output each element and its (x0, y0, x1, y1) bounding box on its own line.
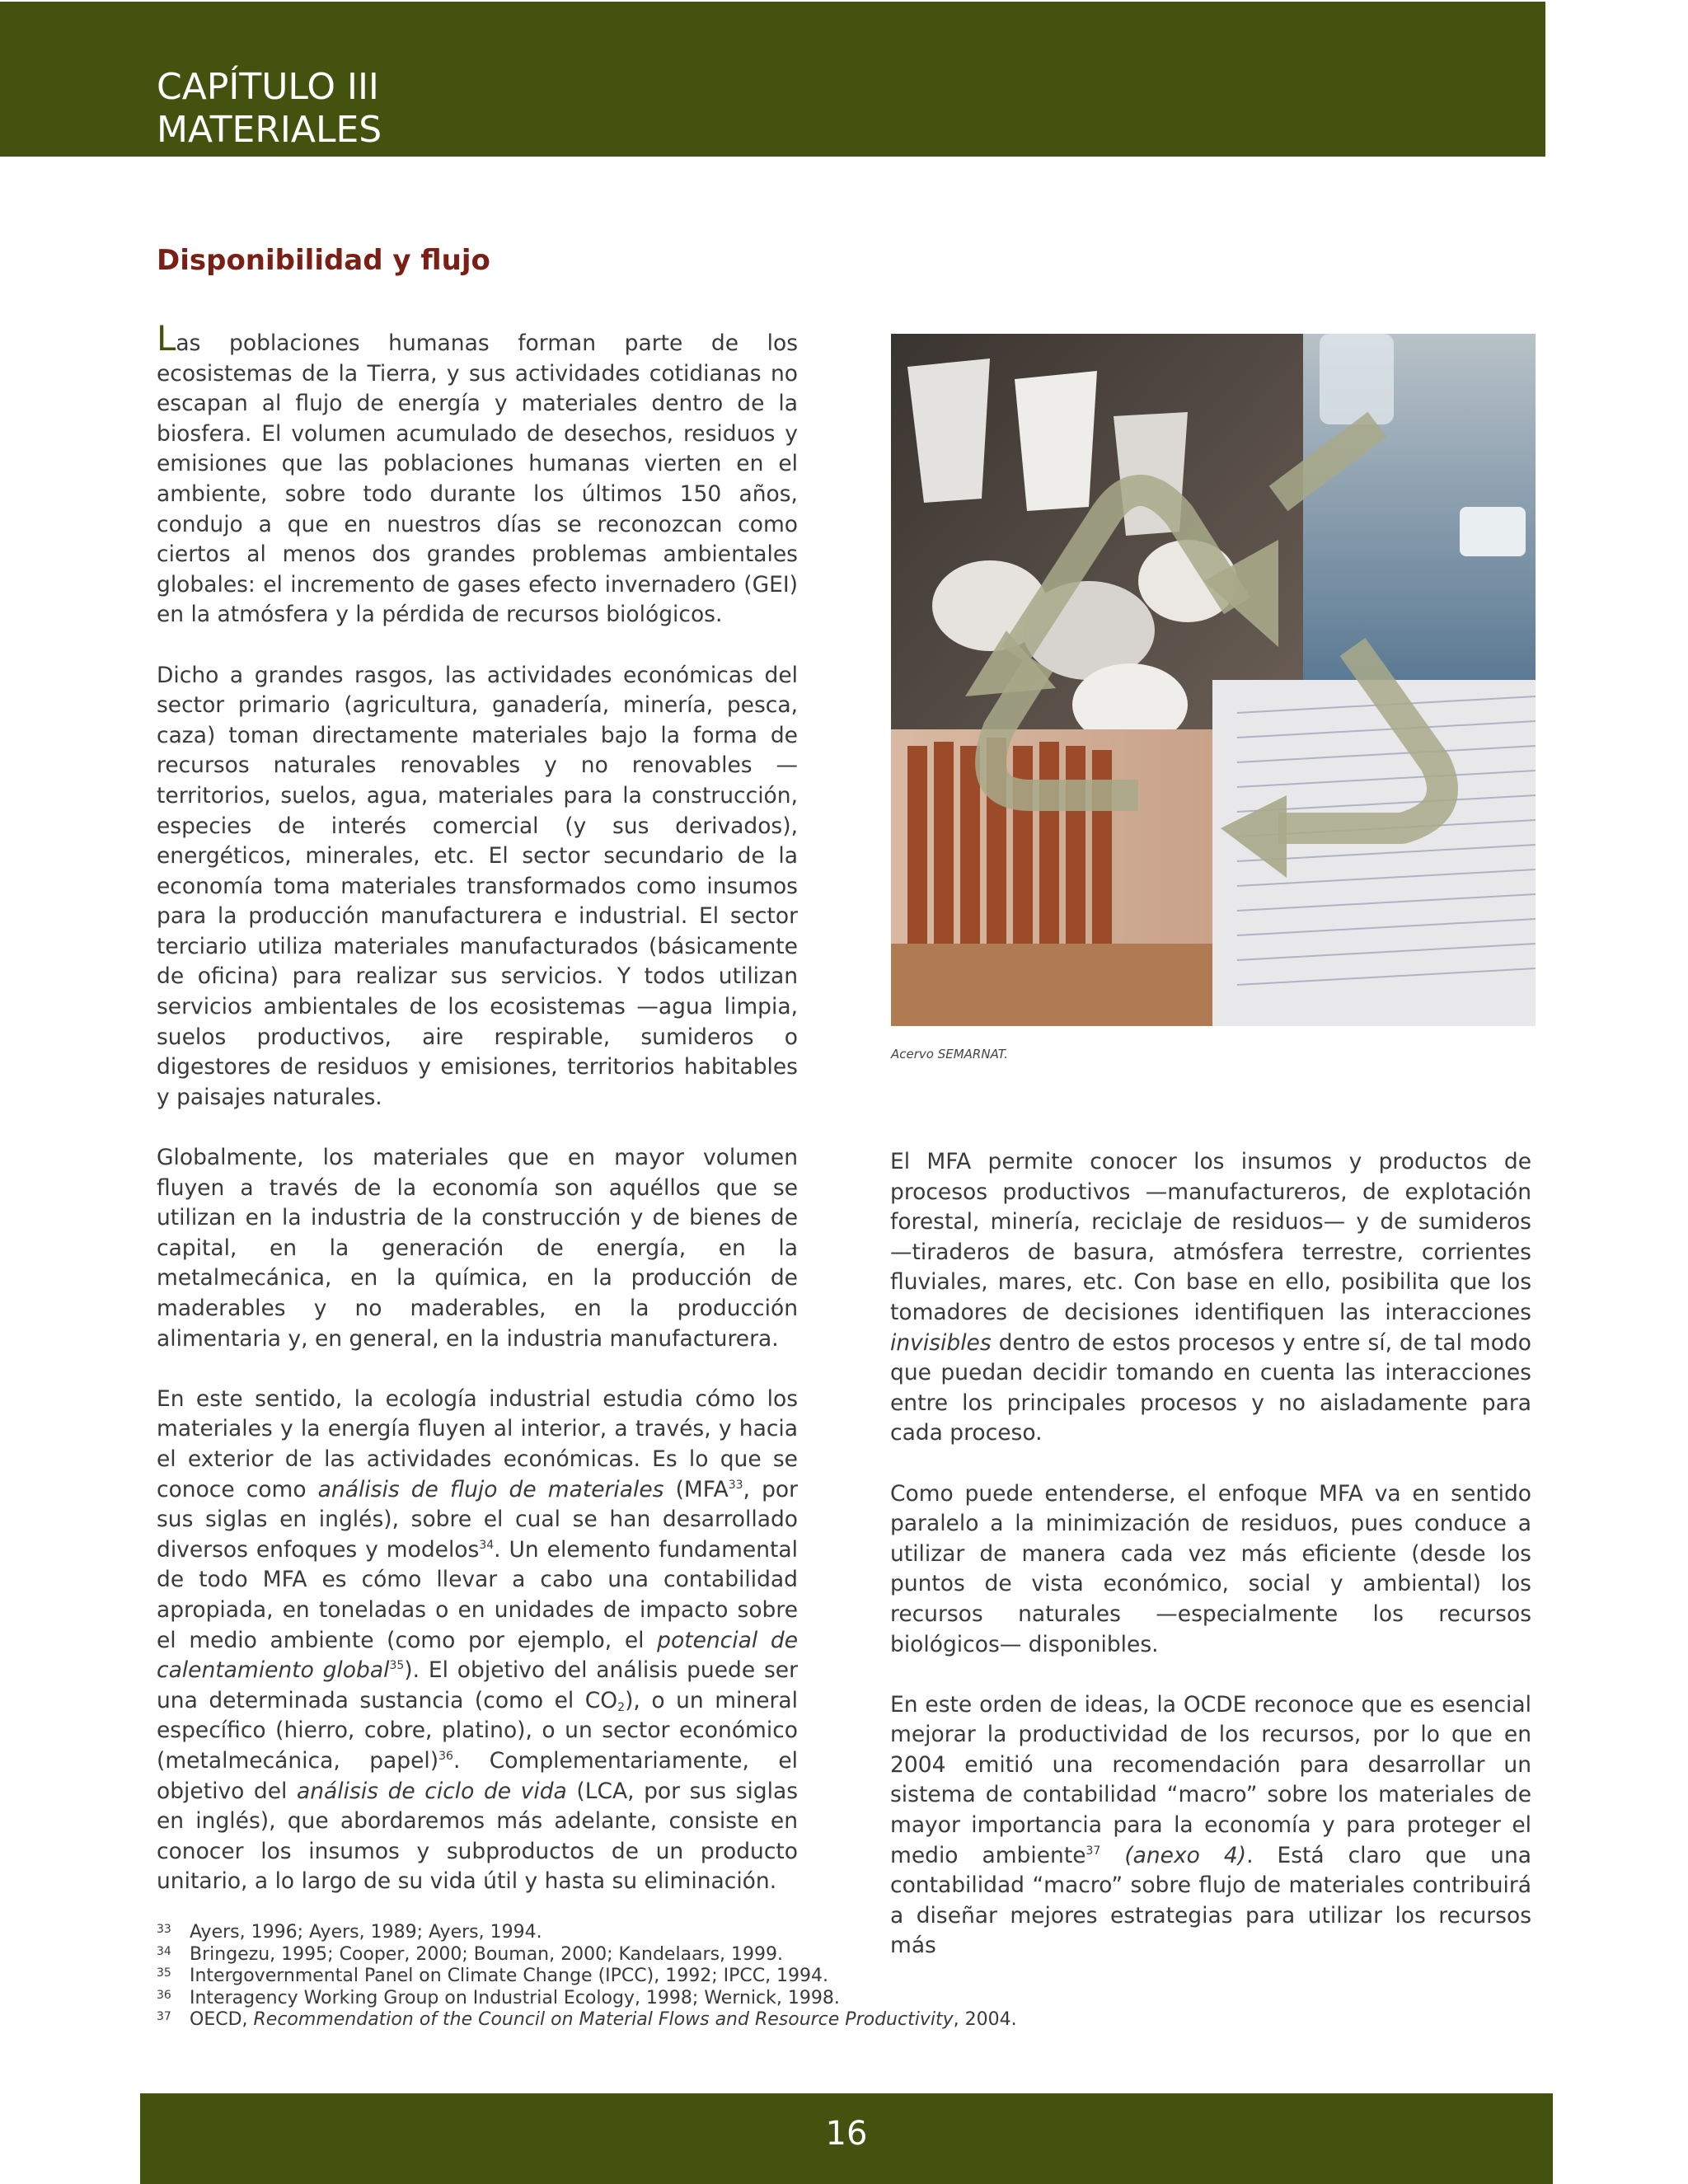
footnote-number: 36 (157, 1988, 171, 2002)
footnote-number: 33 (157, 1923, 171, 1936)
paragraph-text: ), o un mineral específico (hierro, cobre, platino), o un sector económico (metalmecánica, papel) (157, 1687, 799, 1774)
paragraph-text: En este sentido, la ecología industrial estudia cómo los materiales y la energía fluyen al interior, a través, y hacia el exterior de las actividades económicas. Es lo que se conoce como (157, 1385, 798, 1502)
paragraph: Globalmente, los materiales que en mayor volumen fluyen a través de la economía son aquéllos que se utilizan en la industria de la construcción y de bienes de capital, en la generación de energía, en la metalmecánica, en la química, en la producción de maderables y no maderables, en la producción alimentaria y, en general, en la industria manufacturera. (157, 1145, 798, 1352)
paragraph-text: En este orden de ideas, la OCDE reconoce que es esencial mejorar la productividad de los recursos, por lo que en 2004 emitió una recomendación para desarrollar un sistema de contabilidad “macro” sobre los materiales de mayor importancia para la economía y para proteger el medio ambiente (890, 1691, 1531, 1868)
footnote (157, 1944, 1311, 1966)
chapter-header-band (0, 2, 1545, 157)
footnote-text: Ayers, 1996; Ayers, 1989; Ayers, 1994. (190, 1922, 542, 1943)
paragraph: Como puede entenderse, el enfoque MFA va en sentido paralelo a la minimización de residuos, pues conduce a utilizar de manera cada vez más eficiente (desde los puntos de vista económico, social y ambiental) los recursos naturales —especialmente los recursos biológicos— disponibles. (890, 1480, 1531, 1657)
emphasis-text: análisis de ciclo de vida (297, 1778, 567, 1804)
paragraph-text: (LCA, por sus siglas en inglés), que abordaremos más adelante, consiste en conocer los insumos y subproductos de un producto unitario, a lo largo de su vida útil y hasta su eliminación. (157, 1778, 798, 1895)
paragraph-text: . Complementariamente, el objetivo del (157, 1747, 799, 1804)
paragraph-text: dentro de estos procesos y entre sí, de tal modo que puedan decidir tomando en cuenta las interacciones entre los principales procesos y no aisladamente para cada proceso. (890, 1329, 1531, 1446)
chapter-heading (157, 66, 382, 152)
paragraph (157, 1385, 798, 1897)
footnote-number: 34 (157, 1944, 171, 1958)
footnote-text-part: , 2004. (953, 2009, 1017, 2030)
emphasis-text: invisibles (890, 1329, 992, 1356)
left-column (157, 318, 799, 1927)
section-title: Disponibilidad y flujo (157, 244, 490, 277)
footnotes (157, 1922, 1311, 2032)
paragraph-text: , por sus siglas en inglés), sobre el cual se han desarrollado diversos enfoques y modelos (157, 1476, 798, 1563)
footnote-ref[interactable]: 34 (479, 1538, 495, 1552)
footnote-ref[interactable]: 35 (389, 1659, 405, 1673)
footnote-text: Bringezu, 1995; Cooper, 2000; Bouman, 2000; Kandelaars, 1999. (190, 1943, 784, 1965)
footnote-text: Interagency Working Group on Industrial Ecology, 1998; Wernick, 1998. (190, 1987, 840, 2008)
subscript: 2 (617, 1700, 626, 1714)
paragraph (157, 318, 798, 630)
footnote-ref[interactable]: 36 (438, 1749, 453, 1763)
footnote-text-part: OECD, (190, 2009, 254, 2030)
recycling-collage-image (891, 334, 1536, 1026)
footnote (157, 1966, 1311, 1988)
drop-cap: L (157, 318, 176, 359)
photo-caption: Acervo SEMARNAT. (891, 1047, 1008, 1062)
paragraph (890, 1690, 1531, 1961)
paragraph-text: as poblaciones humanas forman parte de los ecosistemas de la Tierra, y sus actividades cotidianas no escapan al flujo de energía y materiales dentro de la biosfera. El volumen acumulado de desechos, residuos y emisiones que las poblaciones humanas vierten en el ambiente, sobre todo durante los últimos 150 años, condujo a que en nuestros días se reconozcan como ciertos al menos dos grandes problemas ambientales globales: el incremento de gases efecto invernadero (GEI) en la atmósfera y la pérdida de recursos biológicos. (157, 330, 798, 628)
paragraph (890, 1147, 1531, 1449)
paragraph-text: El MFA permite conocer los insumos y productos de procesos productivos —manufactureros, de explotación forestal, minería, reciclaje de residuos— y de sumideros —tiraderos de basura, atmósfera terrestre, corrientes fluviales, mares, etc. Con base en ello, posibilita que los tomadores de decisiones identifiquen las interacciones (890, 1149, 1531, 1325)
emphasis-text: Recommendation of the Council on Material Flows and Resource Productivity (253, 2009, 954, 2030)
footnote-text: Intergovernmental Panel on Climate Change (IPCC), 1992; IPCC, 1994. (190, 1966, 829, 1986)
emphasis-text: (anexo 4) (1100, 1842, 1247, 1868)
emphasis-text: potencial de calentamiento global (157, 1627, 798, 1684)
footnote-ref[interactable]: 37 (1085, 1844, 1101, 1858)
footnote (157, 1988, 1311, 2010)
footnote-number: 37 (157, 2010, 171, 2023)
page-number: 16 (825, 2115, 868, 2153)
emphasis-text: análisis de flujo de materiales (317, 1476, 664, 1502)
footnote-number: 35 (157, 1966, 171, 1980)
paragraph: Dicho a grandes rasgos, las actividades económicas del sector primario (agricultura, ganadería, minería, pesca, caza) toman directamente materiales bajo la forma de recursos naturales renovables y no renovables —territorios, suelos, agua, materiales para la construcción, especies de interés comercial (y sus derivados), energéticos, minerales, etc. El sector secundario de la economía toma materiales transformados como insumos para la producción manufacturera e industrial. El sector terciario utiliza materiales manufacturados (básicamente de oficina) para realizar sus servicios. Y todos utilizan servicios ambientales de los ecosistemas —agua limpia, suelos productivos, aire respirable, sumideros o digestores de residuos y emisiones, territorios habitables y paisajes naturales. (157, 662, 798, 1110)
recycling-photo (891, 334, 1536, 1026)
footer-band (140, 2093, 1553, 2184)
paragraph-text: . Está claro que una contabilidad “macro” sobre flujo de materiales contribuirá a diseñar mejores estrategias para utilizar los recursos más (890, 1842, 1531, 1959)
paragraph-text: ). El objetivo del análisis puede ser una determinada sustancia (como el CO (157, 1657, 798, 1713)
footnote (157, 2009, 1311, 2032)
footnote-ref[interactable]: 33 (728, 1478, 743, 1492)
footnote-text (190, 2009, 1017, 2032)
chapter-number: CAPÍTULO III (157, 66, 379, 108)
right-column (890, 1147, 1531, 1992)
paragraph-text: (MFA (663, 1476, 729, 1502)
paragraph-text: . Un elemento fundamental de todo MFA es cómo llevar a cabo una contabilidad apropiada, en toneladas o en unidades de impacto sobre el medio ambiente (como por ejemplo, el (157, 1536, 798, 1653)
chapter-title: MATERIALES (157, 109, 382, 151)
footnote (157, 1922, 1311, 1944)
